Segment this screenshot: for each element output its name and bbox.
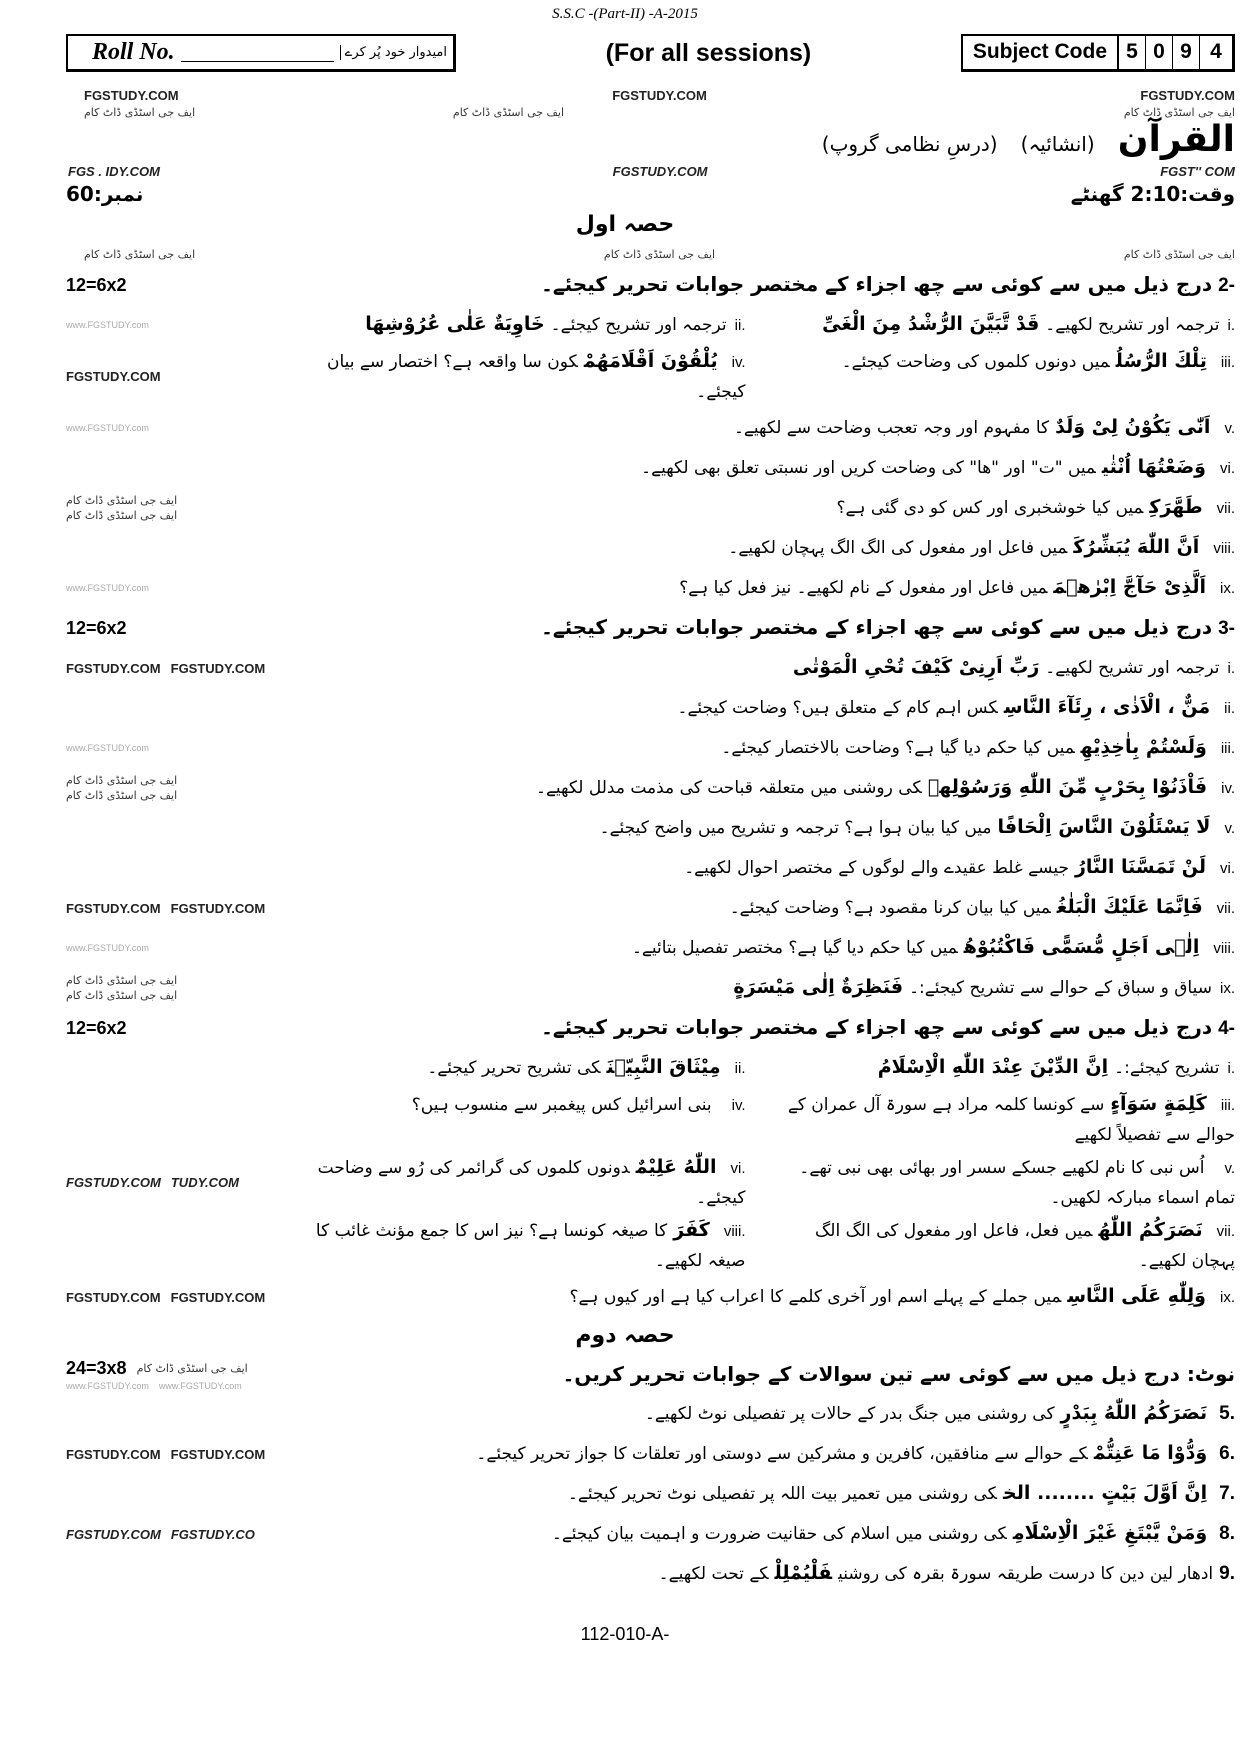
question-row [0,1151,1250,1214]
item-instruction: کی روشنی میں تعمیر بیت اللہ پر تفصیلی نوٹ تحریر کیجئے۔ [567,1484,998,1505]
question-3-marks: 12=6x2 [66,617,127,638]
item-instruction: میں جملے کے پہلے اسم اور آخری کلمے کا اعراب کیا ہے اور کیوں ہے؟ [569,1287,1062,1308]
row-content [286,1051,1235,1084]
question-row [0,528,1250,568]
arabic-phrase: لَا یَسْئَلُوْنَ النَّاسَ اِلْحَافًا [997,816,1211,839]
exam-title: S.S.C -(Part-II) -A-2015 [552,6,698,22]
question-row [0,1048,1250,1088]
row-margin [66,774,266,802]
question-item [286,931,1235,964]
watermark-urdu: ایف جی اسٹڈی ڈاٹ کام [1123,106,1235,119]
question-row [0,1554,1250,1594]
item-instruction: کا مفہوم اور وجہ تعجب وضاحت سے لکھیے۔ [733,418,1050,439]
watermark: FGSTUDY.COM [66,660,161,676]
item-number: viii. [1213,940,1235,958]
question-row [0,1214,1250,1277]
item-instruction: میں کیا بیان کرنا مقصود ہے؟ وضاحت کیجئے۔ [729,898,1051,919]
item-instruction: کی روشنی میں متعلقہ قباحت کی مذمت مدلل لکھیے۔ [535,778,922,799]
question-heading-row [0,1008,1250,1048]
watermark: FGSTUDY.COM [612,163,708,179]
question-instruction: درج ذیل میں سے کوئی سے چھ اجزاء کے مختصر جوابات تحریر کیجئے۔ [541,615,1213,640]
item-instruction: ترجمہ اور تشریح لکھیے۔ [1045,658,1220,679]
watermark: FGSTUDY.COM [66,1175,161,1190]
row-content [286,531,1235,564]
row-content [286,1557,1235,1590]
row-margin [66,369,266,384]
row-content [286,731,1235,764]
arabic-phrase: مِیْثَاقَ النَّبِیّٖنَ [606,1056,721,1079]
question-row [0,448,1250,488]
question-item [286,771,1235,804]
question-row [0,1277,1250,1317]
item-instruction: دونوں کلموں کی گرائمر کی رُو سے وضاحت کیجئے۔ [317,1158,746,1209]
row-margin [66,661,266,676]
watermark: FGSTUDY.COM [66,900,161,916]
arabic-phrase: وَضَعْتُهَا اُنْثٰی [1101,456,1206,479]
question-item [776,1214,1236,1277]
watermark-urdu: ایف جی اسٹڈی ڈاٹ کام [603,247,716,261]
item-number: ix. [1220,980,1235,998]
row-margin [66,743,266,753]
question-row [0,488,1250,528]
watermark-urdu: ایف جی اسٹڈی ڈاٹ کام [84,247,196,261]
row-margin [66,275,266,296]
question-item [286,451,1235,484]
subject-code-digit: 5 [1119,36,1146,69]
item-instruction: کا صیغہ کونسا ہے؟ نیز اس کا جمع مؤنث غائب کا صیغہ لکھیے۔ [315,1221,746,1272]
item-number: 7. [1219,1483,1235,1505]
watermark-urdu: ایف جی اسٹڈی ڈاٹ کام [66,509,178,522]
roll-number-field[interactable] [181,43,334,62]
question-item [286,1051,746,1084]
item-number: vi. [730,1160,746,1177]
watermark-urdu: ایف جی اسٹڈی ڈاٹ کام [66,974,178,987]
watermark: FGSTUDY.COM [170,1289,266,1305]
row-content [286,308,1235,341]
question-row [0,808,1250,848]
arabic-phrase: كَفَرَ [673,1219,710,1241]
item-instruction: کی روشنی میں جنگ بدر کے حالات پر تفصیلی نوٹ لکھیے۔ [644,1404,1055,1425]
row-margin [66,1527,266,1542]
watermark: FGSTUDY.CO [170,1526,255,1542]
question-item [286,491,1235,524]
arabic-phrase: یُلْقُوْنَ اَقْلَامَهُمْ [583,350,718,372]
row-content [286,610,1235,645]
watermark-faint: www.FGSTUDY.com [66,743,149,753]
item-instruction: میں کیا حکم دیا گیا ہے؟ مختصر تفصیل بتائیے۔ [631,938,958,959]
arabic-phrase: وَمَنْ یَّبْتَغِ غَیْرَ الْاِسْلَامِ [1012,1522,1208,1545]
item-number: 8. [1219,1523,1235,1545]
watermark-faint: www.FGSTUDY.com [158,1380,242,1391]
question-item [286,1214,746,1277]
question-item [286,345,746,408]
watermark: FGSTUDY.COM [66,1526,161,1542]
item-instruction: بنی اسرائیل کس پیغمبر سے منسوب ہیں؟ [411,1095,712,1115]
item-instruction: میں فعل، فاعل اور مفعول کی الگ الگ پہچان لکھیے۔ [815,1221,1235,1272]
watermark: TUDY.COM [170,1175,239,1190]
row-content [286,1517,1235,1550]
row-margin [66,583,266,593]
subject-code-label: Subject Code [963,36,1119,69]
item-instruction: ادھار لین دین کا درست طریقہ سورۃ بقرہ کی روشنی [838,1564,1214,1585]
question-item [286,971,1235,1004]
arabic-phrase: فَاْذَنُوْا بِحَرْبٍ مِّنَ اللّٰهِ وَرَسُوْلِهٖ [927,776,1208,799]
time-allowed: وقت:2:10 گھنٹے [1070,182,1235,206]
row-margin [66,494,266,522]
item-instruction: تشریح کیجئے:۔ [1114,1058,1220,1079]
watermark-urdu: ایف جی اسٹڈی ڈاٹ کام [84,106,196,119]
item-number: viii. [1213,540,1235,558]
item-number: iv. [731,1097,746,1114]
arabic-phrase: اَنّٰی یَكُوْنُ لِیْ وَلَدٌ [1055,416,1211,439]
watermark: FGSTUDY.COM [170,1446,266,1462]
item-instruction: میں فاعل اور مفعول کے نام لکھیے۔ نیز فعل کیا ہے؟ [679,578,1048,599]
watermark: FGSTUDY.COM [170,900,266,916]
item-instruction: کے حوالے سے منافقین، کافرین و مشرکین سے دوستی اور تعلقات کا جواز تحریر کیجئے۔ [476,1444,1088,1465]
question-row [0,648,1250,688]
question-row [0,848,1250,888]
section-two-title: حصہ دوم [575,1323,675,1348]
watermark: FGSTUDY.COM [66,1446,161,1462]
paper-code-footer: 112-010-A- [580,1624,670,1644]
question-item [286,411,1235,444]
watermark-urdu: ایف جی اسٹڈی ڈاٹ کام [136,1361,248,1375]
watermark-urdu: ایف جی اسٹڈی ڈاٹ کام [66,989,178,1002]
question-row [0,1514,1250,1554]
arabic-phrase: اللّٰهُ عَلِیْمٌ [635,1156,717,1178]
subject-code-digit: 0 [1146,36,1173,69]
arabic-phrase: كَلِمَةٍ سَوَآءٍ [1110,1093,1207,1115]
watermark-faint: www.FGSTUDY.com [66,320,149,330]
row-content [286,267,1235,302]
question-row [0,305,1250,345]
item-instruction: میں کیا بیان ہوا ہے؟ ترجمہ و تشریح میں واضح کیجئے۔ [599,818,992,839]
arabic-phrase: اَنَّ اللّٰهَ یُبَشِّرُكَ [1073,536,1200,559]
watermark-faint: www.FGSTUDY.com [66,583,149,593]
row-content [286,931,1235,964]
question-item [286,1397,1235,1430]
item-number: iii. [1220,740,1235,758]
item-instruction: کے تحت لکھیے۔ [658,1564,769,1585]
watermark-urdu: ایف جی اسٹڈی ڈاٹ کام [66,494,178,507]
question-item [286,691,1235,724]
arabic-phrase: مَنٌّ ، الْاَذٰی ، رِئَآءَ النَّاسِ [1003,696,1211,719]
watermark: FGSTUDY.COM [170,660,266,676]
question-item [286,891,1235,924]
arabic-phrase: وَلِلّٰهِ عَلَی النَّاسِ [1067,1285,1206,1308]
question-2-heading [286,267,1235,302]
row-content [286,1397,1235,1430]
watermark-faint: www.FGSTUDY.com [66,423,149,433]
item-number: vii. [1216,500,1235,518]
item-number: 5. [1219,1403,1235,1425]
question-item [776,345,1236,408]
row-margin [66,1018,266,1039]
sessions-label: (For all sessions) [605,38,812,67]
row-content [286,451,1235,484]
question-item [286,571,1235,604]
item-number: i. [1227,317,1235,335]
question-item [286,531,1235,564]
row-margin [66,320,266,330]
part-two-marks: 24=3x8 [66,1357,127,1378]
item-number: iv. [731,354,746,371]
subject-code-digit: 4 [1210,40,1222,63]
question-row [0,888,1250,928]
question-item [776,1151,1236,1214]
question-row [0,1474,1250,1514]
item-number: ix. [1220,580,1235,598]
item-instruction: ترجمہ اور تشریح لکھیے۔ [1045,315,1220,336]
item-instruction: اُس نبی کا نام لکھیے جسکے سسر اور بھائی بھی نبی تھے۔ تمام اسماء مبارکہ لکھیں۔ [799,1158,1235,1209]
question-item [286,811,1235,844]
roll-number-box [66,34,456,72]
row-content [286,1357,1235,1392]
item-number: vi. [1220,860,1235,878]
watermark: FGST'' COM [1160,163,1235,179]
row-content [286,571,1235,604]
item-instruction: سے کونسا کلمہ مراد ہے سورۃ آل عمران کے حوالے سے تفصیلاً لکھیے [787,1095,1235,1146]
row-content [286,1088,1235,1151]
row-content [286,491,1235,524]
question-heading-row [0,608,1250,648]
item-number: iii. [1220,1097,1235,1114]
row-content [286,771,1235,804]
watermark-row [0,160,1250,182]
item-number: i. [1227,1060,1235,1078]
row-content [286,1214,1235,1277]
arabic-phrase: وَلَسْتُمْ بِاٰخِذِیْهِ [1080,736,1207,759]
item-instruction: ترجمہ اور تشریح کیجئے۔ [550,315,727,336]
item-instruction: میں دونوں کلموں کی وضاحت کیجئے۔ [841,352,1110,372]
item-number: viii. [723,1223,746,1240]
item-number: v. [1224,420,1235,438]
row-content [286,851,1235,884]
item-number: v. [1224,1160,1235,1177]
item-number: 9. [1219,1563,1235,1585]
question-item [776,1051,1236,1084]
part-two-note: نوٹ: درج ذیل میں سے کوئی سے تین سوالات کے جوابات تحریر کریں۔ [562,1361,1235,1386]
section-one-title: حصہ اول [575,212,675,237]
item-number: i. [1227,660,1235,678]
question-3-heading [286,610,1235,645]
question-number: 3- [1218,618,1235,640]
question-4-marks: 12=6x2 [66,1017,127,1038]
watermark-urdu: ایف جی اسٹڈی ڈاٹ کام [1123,247,1235,261]
question-number: 4- [1218,1018,1235,1040]
question-row [0,728,1250,768]
row-content [286,971,1235,1004]
arabic-phrase: نَصَرَكُمُ اللّٰهُ بِبَدْرٍ [1060,1402,1208,1425]
question-item [286,308,746,341]
row-content [286,1151,1235,1214]
row-margin [66,943,266,953]
arabic-phrase: فَاِنَّمَا عَلَیْكَ الْبَلٰغُ [1056,896,1203,919]
watermark-urdu: ایف جی اسٹڈی ڈاٹ کام [452,106,565,119]
row-content [286,651,1235,684]
total-marks: نمبر:60 [66,182,144,206]
item-instruction: میں کیا حکم دیا گیا ہے؟ وضاحت بالاختصار کیجئے۔ [721,738,1075,759]
watermark: FGS . IDY.COM [68,163,160,179]
watermark-row [0,243,1250,265]
arabic-phrase: اَلَّذِیْ حَآجَّ اِبْرٰهٖمَ [1053,576,1206,599]
item-instruction: کی تشریح تحریر کیجئے۔ [427,1058,601,1079]
row-content [286,345,1235,408]
paper-group: (درسِ نظامی گروپ) [821,132,998,156]
row-content [286,1437,1235,1470]
row-margin [66,974,266,1002]
watermark-faint: www.FGSTUDY.com [66,943,149,953]
item-instruction: کس اہم کام کے متعلق ہیں؟ وضاحت کیجئے۔ [677,698,998,719]
watermark-faint: www.FGSTUDY.com [66,1380,149,1391]
arabic-phrase: فَلْیُمْلِلْ [774,1562,833,1585]
question-2-marks: 12=6x2 [66,274,127,295]
question-item [776,308,1236,341]
question-row [0,1394,1250,1434]
subject-code-box [961,34,1235,72]
watermark: FGSTUDY.COM [612,87,707,103]
row-margin [66,1358,266,1391]
row-content [286,891,1235,924]
row-margin [66,618,266,639]
question-row [0,568,1250,608]
item-instruction: سیاق و سباق کے حوالے سے تشریح کیجئے:۔ [909,978,1212,999]
watermark-urdu: ایف جی اسٹڈی ڈاٹ کام [66,774,178,787]
question-item [286,851,1235,884]
item-number: vi. [1220,460,1235,478]
row-content [286,411,1235,444]
question-instruction: درج ذیل میں سے کوئی سے چھ اجزاء کے مختصر جوابات تحریر کیجئے۔ [541,1015,1213,1040]
item-number: ii. [1224,700,1235,718]
title-row [0,106,1250,160]
question-row [0,928,1250,968]
question-row [0,768,1250,808]
arabic-phrase: اِنَّ اَوَّلَ بَیْتٍ ........ الخ [1003,1482,1208,1505]
subject-title: القرآن [1117,119,1235,160]
row-content [286,1280,1235,1313]
item-instruction: میں "ت" اور "ھا" کی وضاحت کریں اور نسبتی تعلق بھی لکھیے۔ [641,458,1096,479]
item-number: v. [1224,820,1235,838]
question-item [286,731,1235,764]
watermark: FGSTUDY.COM [1140,87,1235,103]
item-number: ix. [1220,1289,1235,1307]
watermark-row [0,84,1250,106]
question-item [776,1088,1236,1151]
paper-title-cell [822,106,1235,160]
item-number: 6. [1219,1443,1235,1465]
item-number: vii. [1216,1223,1235,1240]
watermark: FGSTUDY.COM [66,1289,161,1305]
arabic-phrase: وَدُّوْا مَا عَنِتُّمْ [1093,1442,1208,1465]
paper-type: (انشائیہ) [1020,132,1095,156]
watermark: FGSTUDY.COM [84,87,179,103]
item-instruction: میں فاعل اور مفعول کی الگ الگ پہچان لکھیے۔ [728,538,1068,559]
question-row [0,408,1250,448]
item-number: iii. [1220,354,1235,371]
arabic-phrase: خَاوِیَةٌ عَلٰی عُرُوْشِهَا [365,313,545,336]
watermark-urdu: ایف جی اسٹڈی ڈاٹ کام [66,789,178,802]
row-margin [66,423,266,433]
item-instruction: کون سا واقعہ ہے؟ اختصار سے بیان کیجئے۔ [326,352,746,403]
arabic-phrase: لَنْ تَمَسَّنَا النَّارُ [1074,856,1206,879]
item-number: ii. [734,317,746,335]
paper-title [822,119,1235,160]
arabic-phrase: فَنَظِرَةٌ اِلٰی مَیْسَرَةٍ [733,976,904,999]
arabic-phrase: اِنَّ الدِّیْنَ عِنْدَ اللّٰهِ الْاِسْلَامُ [877,1056,1109,1079]
question-row [0,1088,1250,1151]
question-row [0,345,1250,408]
roll-number-instruction: امیدوار خود پُر کرے [340,45,447,60]
question-row [0,1354,1250,1394]
question-row [0,968,1250,1008]
watermark: FGSTUDY.COM [66,369,161,384]
row-margin [66,1175,266,1190]
question-instruction: درج ذیل میں سے کوئی سے چھ اجزاء کے مختصر جوابات تحریر کیجئے۔ [541,272,1213,297]
question-4-heading [286,1010,1235,1045]
question-item [286,1151,746,1214]
question-row [0,1434,1250,1474]
question-list [0,265,1250,1594]
question-item [286,651,1235,684]
question-heading-row [0,265,1250,305]
header-row [0,30,1250,72]
row-content [286,811,1235,844]
roll-number-label: Roll No. [92,39,175,65]
question-number: 2- [1218,275,1235,297]
question-item [286,1477,1235,1510]
row-margin [66,1290,266,1305]
question-item [286,1517,1235,1550]
question-row [0,688,1250,728]
item-number: vii. [1216,900,1235,918]
arabic-phrase: نَصَرَكُمُ اللّٰهُ [1098,1219,1203,1241]
item-instruction: میں کیا خوشخبری اور کس کو دی گئی ہے؟ [836,498,1144,519]
question-item [286,1280,1235,1313]
item-instruction: جیسے غلط عقیدے والے لوگوں کے مختصر احوال لکھیے۔ [684,858,1069,879]
question-item [286,1557,1235,1590]
question-item [286,1088,746,1151]
row-margin [66,1447,266,1462]
arabic-phrase: قَدْ تَّبَیَّنَ الرُّشْدُ مِنَ الْغَیِّ [822,313,1040,336]
row-content [286,1010,1235,1045]
subject-code-digit: 9 [1173,36,1200,69]
item-instruction: کی روشنی میں اسلام کی حقانیت ضرورت و اہمیت بیان کیجئے۔ [551,1524,1007,1545]
arabic-phrase: طَهَّرَكِ [1149,496,1203,519]
arabic-phrase: اِلٰۤی اَجَلٍ مُّسَمًّی فَاكْتُبُوْهُ [963,936,1200,959]
row-content [286,1477,1235,1510]
item-number: ii. [734,1060,746,1078]
arabic-phrase: تِلْكَ الرُّسُلُ [1115,350,1207,372]
arabic-phrase: رَبِّ اَرِنِیْ كَیْفَ تُحْیِ الْمَوْتٰی [792,656,1040,679]
row-content [286,691,1235,724]
row-margin [66,901,266,916]
marks-time-row [0,182,1250,206]
item-number: iv. [1221,780,1235,798]
question-item [286,1437,1235,1470]
